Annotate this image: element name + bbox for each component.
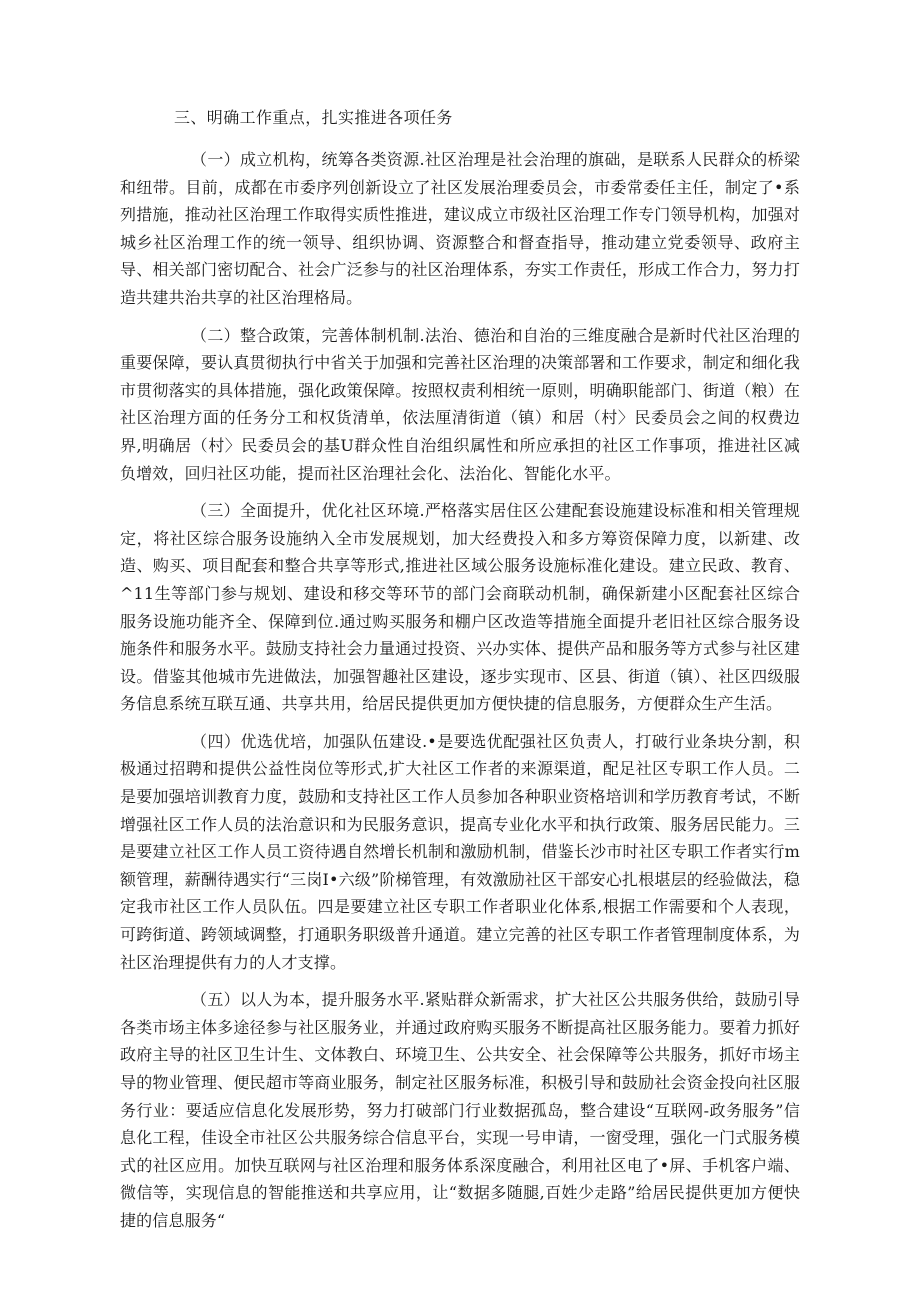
section-heading: 三、明确工作重点，扎实推进各项任务 — [174, 108, 453, 127]
paragraph-4-team-building: （四）优选优培，加强队伍建设.•是要选优配强社区负责人，打破行业条块分割，积极通过招聘和提供公益性岗位等形式,扩大社区工作者的来源渠道，配足社区专职工作人员。二是要加强培训教育力度，鼓励和支持社区工作人员参加各种职业资格培训和学历教育考试，不断增强社区工作人员的法治意识和为民服务意识，提高专业化水平和执行政策、服务居民能力。三是要建立社区工作人员工资待遇自然增长机制和激励机制，借鉴长沙市时社区专职工作者实行m额管理，薪酬待遇实行“三岗I•六级”阶梯管理，有效激励社区干部安心扎根堪层的经验做法，稳定我市社区工作人员队伍。四是要建立社区专职工作者职业化体系,根据工作需要和个人表现，可跨街道、跨领域调整，打通职务职级普升通道。建立完善的社区专职工作者管理制度体系，为社区治理提供有力的人才支撑。 — [120, 731, 800, 972]
paragraph-5-service-level: （五）以人为本，提升服务水平.紧贴群众新需求，扩大社区公共服务供给，鼓励引导各类市场主体多途径参与社区服务业，并通过政府购买服务不断提高社区服务能力。要着力抓好政府主导的社区卫生计生、文体教白、环境卫生、公共安全、社会保障等公共服务，抓好市场主导的物业管理、便民超市等商业服务，制定社区服务标准，积极引导和鼓励社会资金投向社区服务行业：要适应信息化发展形势，努力打破部门行业数据孤岛，整合建设“互联网-政务服务”信息化工程，佳设全市社区公共服务综合信息平台，实现一号申请，一窗受理，强化一门式服务模式的社区应用。加快互联网与社区治理和服务体系深度融合，利用社区电了•屏、手机客户端、微信等，实现信息的智能推送和共享应用，让“数据多随腿,百姓少走路”给居民提供更加方便快捷的信息服务“ — [120, 990, 800, 1230]
paragraph-3-optimize-environment: （三）全面提升，优化社区环境.严格落实居住区公建配套设施建设标准和相关管理规定，将社区综合服务设施纳入全市发展规划，加大经费投入和多方筹资保障力度，以新建、改造、购买、项目配套和整合共享等形式,推进社区域公服务设施标准化建设。建立民政、教育、^11生等部门参与规划、建设和移交等环节的部门会商联动机制，确保新建小区配套社区综合服务设施功能齐全、保障到位.通过购买服务和棚户区改造等措施全面提升老旧社区综合服务设施条件和服务水平。鼓励支持社会力量通过投资、兴办实体、提供产品和服务等方式参与社区建设。借鉴其他城市先进做法，加强智趣社区建设，逐步实现市、区县、街道（镇）、社区四级服务信息系统互联互通、共享共用，给居民提供更加方便快捷的信息服务，方便群众生产生活。 — [120, 501, 800, 714]
paragraph-1-establish-institutions: （一）成立机构，统筹各类资源.社区治理是社会治理的旗础，是联系人民群众的桥梁和纽带。目前，成都在市委序列创新设立了社区发展治理委员会，市委常委任主任，制定了•系列措施，推动社区治理工作取得实质性推进，建议成立市级社区治理工作专门领导机构，加强对城乡社区治理工作的统一领导、组织协调、资源整合和督查指导，推动建立党委领导、政府主导、相关部门密切配合、社会广泛参与的社区治理体系，夯实工作责任，形成工作合力，努力打造共建共治共享的社区治理格局。 — [120, 150, 800, 307]
paragraph-2-integrate-policies: （二）整合政策，完善体制机制.法治、德治和自治的三维度融合是新时代社区治理的重要保障，要认真贯彻执行中省关于加强和完善社区治理的决策部署和工作要求，制定和细化我市贯彻落实的具体措施，强化政策保障。按照权责利相统一原则，明确职能部门、街道（粮）在社区治理方面的任务分工和权货清单，依法厘清街道（镇）和居（村〉民委员会之间的权费边界,明确居（村〉民委员会的基U群众性自治组织属性和所应承担的社区工作事项，推进社区减负增效，回归社区功能，提而社区治理社会化、法治化、智能化水平。 — [120, 325, 800, 483]
document-page — [120, 104, 800, 1245]
